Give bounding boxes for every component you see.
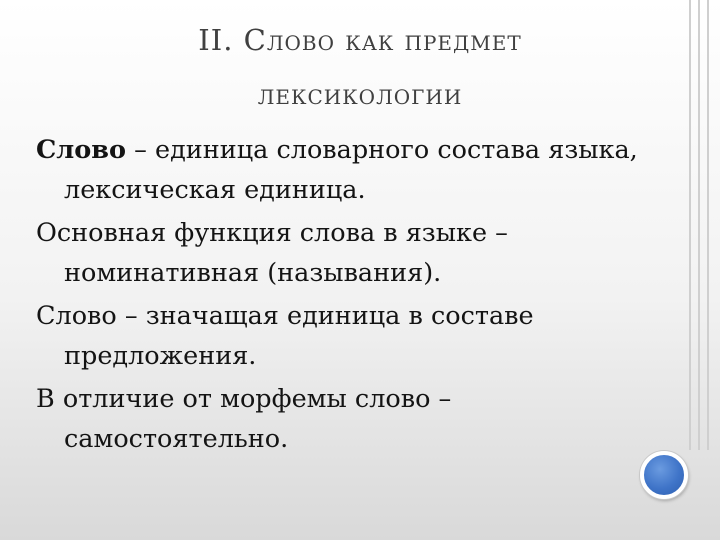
- paragraph-text: Слово – значащая единица в составе предложения.: [36, 301, 534, 371]
- paragraph-function: [36, 213, 656, 293]
- blue-circle-icon: [640, 451, 688, 499]
- paragraph-text: – единица словарного состава языка, лексическая единица.: [64, 135, 638, 205]
- paragraph-text: В отличие от морфемы слово – самостоятельно.: [36, 384, 452, 454]
- slide-body: [36, 130, 656, 462]
- paragraph-independence: [36, 379, 656, 459]
- slide-title-line-1: II. Слово как предмет: [198, 23, 522, 57]
- term-lead: Слово: [36, 135, 127, 165]
- paragraph-text: Основная функция слова в языке – номинативная (называния).: [36, 218, 508, 288]
- paragraph-definition: [36, 130, 656, 210]
- slide-title: [0, 20, 720, 115]
- paragraph-meaningful-unit: [36, 296, 656, 376]
- slide-title-line-2: лексикологии: [257, 77, 463, 111]
